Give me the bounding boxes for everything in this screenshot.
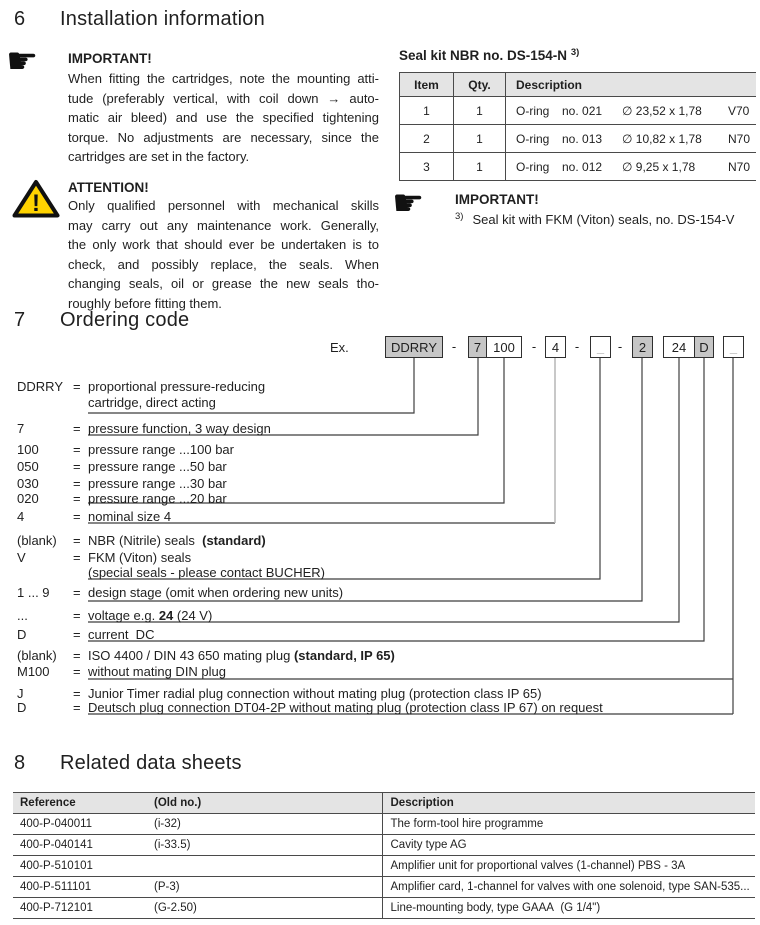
legend-row: cartridge, direct acting (88, 395, 216, 410)
legend-row: 100 = pressure range ...100 bar (17, 442, 234, 457)
legend-row: DDRRY = proportional pressure-reducing (17, 379, 266, 394)
legend-row: 1 ... 9 = design stage (omit when ordering new units) (17, 585, 344, 600)
legend-row: M100 = without mating DIN plug (17, 664, 227, 679)
important-note-body: When fitting the cartridges, note the mounting atti- tude (preferably vertical, with coil down → auto- matic air bleed) and use the specified tightening torque. No adjustments are necessary, since the cartridges are set in the factory. (68, 71, 379, 164)
footnote-ref: 3) (570, 47, 580, 58)
footnote: $^{3)}$ Seal kit with FKM (Viton) seals, no. DS-154-V (455, 211, 735, 227)
legend-row: 4 = nominal size 4 (17, 509, 172, 524)
table-row: 400-P-510101 Amplifier unit for proportional valves (1-channel) PBS - 3A (13, 856, 755, 877)
important-label: IMPORTANT! (455, 192, 539, 207)
legend-row: D = Deutsch plug connection DT04-2P without mating plug (protection class IP 67) on request (17, 700, 603, 715)
section-number: 7 (14, 309, 26, 331)
col-qty: Qty. (454, 73, 506, 97)
table-row: 400-P-712101 (G-2.50) Line-mounting body, type GAAA (G 1/4") (13, 898, 755, 919)
legend-row: ... = voltage e.g. 24 (24 V) (17, 608, 213, 623)
code-box-seals: _ (590, 336, 611, 358)
col-reference: Reference (13, 793, 147, 814)
legend-row: (blank) = ISO 4400 / DIN 43 650 mating plug (standard, IP 65) (17, 648, 395, 663)
col-item: Item (400, 73, 454, 97)
pointing-hand-icon: ☛ (6, 41, 39, 82)
legend-row: J = Junior Timer radial plug connection without mating plug (protection class IP 65) (17, 686, 542, 701)
table-header-row (13, 793, 755, 814)
attention-note-body: Only qualified personnel with mechanical skills may carry out any maintenance work. Generally, the only work that should ever be undertaken is to check, and possibly replace, the seals. When changing seals, oil or grease the new seals tho- roughly before fitting them. (68, 198, 379, 311)
code-hyphen: - (574, 339, 580, 354)
section-title: Installation information (60, 8, 265, 30)
code-box-ddrry: DDRRY (385, 336, 443, 358)
seal-kit-title: Seal kit NBR no. DS-154-N $^{3)}$ (399, 47, 580, 63)
code-box-voltage: 24 (663, 336, 695, 358)
code-hyphen: - (617, 339, 623, 354)
code-box-plug: _ (723, 336, 744, 358)
legend-row: 050 = pressure range ...50 bar (17, 459, 227, 474)
table-row: 3 1 O-ring no. 012 ∅ 9,25 x 1,78 N70 (400, 153, 756, 181)
col-description: Description (382, 793, 755, 814)
legend-row: 7 = pressure function, 3 way design (17, 421, 271, 436)
code-box-function: 7 (468, 336, 487, 358)
important-label: IMPORTANT! (68, 51, 152, 66)
code-box-design-stage: 2 (632, 336, 653, 358)
table-row: 2 1 O-ring no. 013 ∅ 10,82 x 1,78 N70 (400, 125, 756, 153)
table-row: 400-P-040011 (i-32) The form-tool hire programme (13, 814, 755, 835)
footnote-ref: 3) (455, 211, 464, 222)
section-title: Related data sheets (60, 752, 242, 774)
legend-row: (special seals - please contact BUCHER) (88, 565, 325, 580)
legend-row: 030 = pressure range ...30 bar (17, 476, 227, 491)
table-row: 1 1 O-ring no. 021 ∅ 23,52 x 1,78 V70 (400, 97, 756, 125)
example-label: Ex. (330, 340, 349, 355)
code-hyphen: - (451, 339, 457, 354)
col-old-no: (Old no.) (147, 793, 382, 814)
code-box-size: 4 (545, 336, 566, 358)
code-hyphen: - (531, 339, 537, 354)
table-header-row (400, 73, 756, 97)
attention-label: ATTENTION! (68, 180, 149, 195)
section-number: 8 (14, 752, 26, 774)
col-description: Description (506, 73, 756, 97)
pointing-hand-icon: ☛ (392, 183, 425, 224)
legend-row: V = FKM (Viton) seals (17, 550, 192, 565)
code-box-pressure-range: 100 (486, 336, 522, 358)
section-number: 6 (14, 8, 26, 30)
legend-row: (blank) = NBR (Nitrile) seals (standard) (17, 533, 266, 548)
table-row: 400-P-040141 (i-33.5) Cavity type AG (13, 835, 755, 856)
code-box-current: D (694, 336, 714, 358)
seal-kit-table (399, 72, 756, 181)
legend-row: 020 = pressure range ...20 bar (17, 491, 227, 506)
warning-triangle-icon (12, 179, 60, 219)
svg-text:!: ! (32, 190, 40, 217)
table-row: 400-P-511101 (P-3) Amplifier card, 1-channel for valves with one solenoid, type SAN-535... (13, 877, 755, 898)
section-title: Ordering code (60, 309, 190, 331)
related-data-sheets-table (13, 792, 755, 919)
legend-row: D = current DC (17, 627, 155, 642)
